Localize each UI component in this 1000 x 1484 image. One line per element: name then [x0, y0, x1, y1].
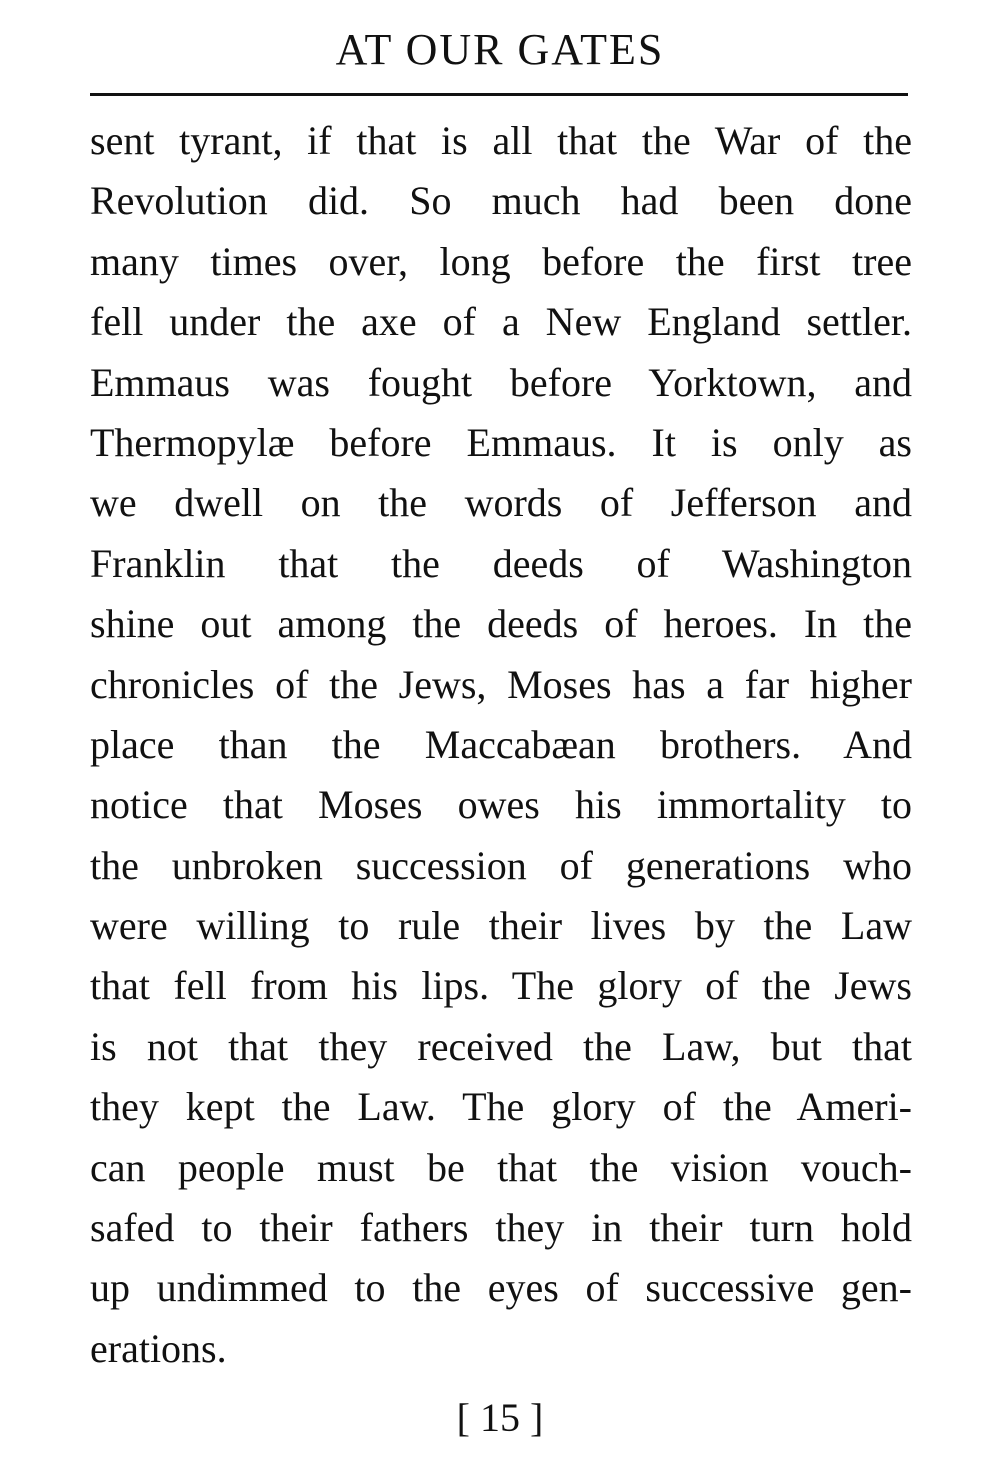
header-rule — [90, 93, 908, 96]
text-line: can people must be that the vision vouch- — [90, 1144, 912, 1190]
page-number: [ 15 ] — [456, 1395, 544, 1440]
running-head: AT OUR GATES — [335, 25, 665, 74]
text-line: erations. — [90, 1325, 227, 1371]
text-line: safed to their fathers they in their turn hold — [90, 1205, 912, 1251]
text-line: many times over, long before the first tree — [90, 238, 912, 284]
text-line: we dwell on the words of Jefferson and — [90, 480, 912, 526]
text-line: chronicles of the Jews, Moses has a far higher — [90, 661, 912, 707]
text-line: shine out among the deeds of heroes. In the — [90, 601, 912, 647]
text-line: Revolution did. So much had been done — [90, 178, 912, 224]
text-line: sent tyrant, if that is all that the War of the — [90, 118, 912, 163]
text-line: is not that they received the Law, but that — [90, 1023, 912, 1069]
text-line: Thermopylæ before Emmaus. It is only as — [90, 419, 912, 465]
text-line: that fell from his lips. The glory of the Jews — [90, 963, 912, 1009]
text-line: they kept the Law. The glory of the Ameri- — [90, 1084, 912, 1130]
text-line: notice that Moses owes his immortality to — [90, 782, 912, 828]
text-line: place than the Maccabæan brothers. And — [90, 721, 912, 767]
text-line: the unbroken succession of generations who — [90, 842, 912, 888]
text-line: fell under the axe of a New England settler. — [90, 299, 912, 345]
text-line: Franklin that the deeds of Washington — [90, 540, 912, 586]
text-line: Emmaus was fought before Yorktown, and — [90, 359, 912, 405]
body-text — [90, 111, 912, 1379]
text-line: up undimmed to the eyes of successive gen- — [90, 1265, 912, 1311]
text-line: were willing to rule their lives by the Law — [90, 903, 912, 949]
